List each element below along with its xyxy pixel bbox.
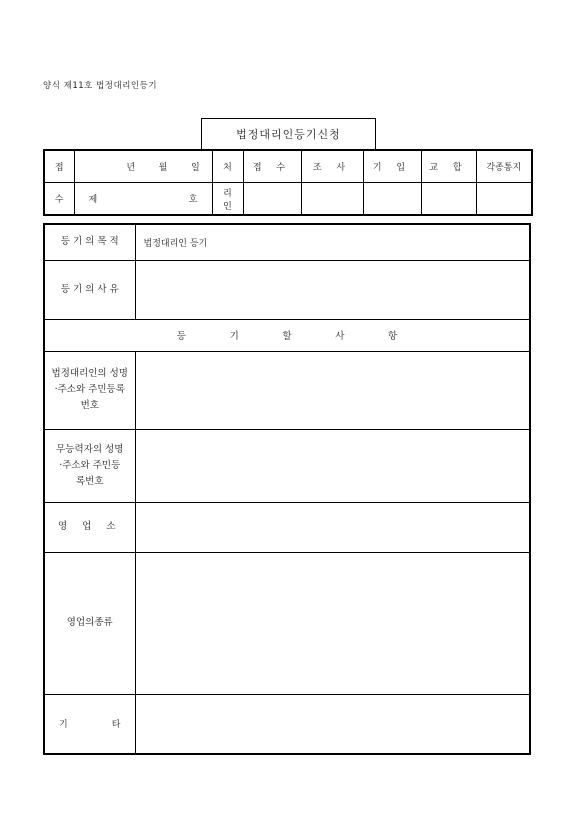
receipt-date-cell[interactable]: [74, 150, 212, 183]
col-verify: 교 합: [421, 150, 476, 183]
receipt-label-bottom: 수: [44, 183, 74, 216]
verify-stamp-cell[interactable]: [421, 183, 476, 216]
incapacitated-label: 무능력자의 성명·주소와 주민등록번호: [44, 429, 135, 502]
col-receipt: 접 수: [243, 150, 301, 183]
business-type-label: 영업의종류: [44, 552, 135, 694]
entry-stamp-cell[interactable]: [363, 183, 421, 216]
process-label-bottom: 리 인: [212, 183, 243, 216]
col-entry: 기 입: [363, 150, 421, 183]
business-type-field[interactable]: [135, 552, 530, 694]
section-header: 등 기 할 사 항: [44, 319, 530, 351]
form-code: 양식 제11호 법정대리인등기: [43, 81, 158, 91]
incapacitated-field[interactable]: [135, 429, 530, 502]
purpose-value[interactable]: 법정대리인 등기: [135, 224, 530, 260]
office-field[interactable]: [135, 502, 530, 552]
receipt-number-cell[interactable]: [74, 183, 212, 216]
number-suffix: 호: [188, 195, 198, 205]
col-notice: 각종통지: [476, 150, 532, 183]
agent-label: 법정대리인의 성명·주소와 주민등록번호: [44, 351, 135, 429]
col-review: 조 사: [301, 150, 363, 183]
month-label: 월: [158, 163, 168, 173]
agent-field[interactable]: [135, 351, 530, 429]
registration-table: [43, 223, 531, 755]
purpose-label: 등 기 의 목 적: [44, 224, 135, 260]
receipt-table: [43, 149, 533, 216]
year-label: 년: [126, 163, 136, 173]
receipt-label-top: 접: [44, 150, 74, 183]
receipt-stamp-cell[interactable]: [243, 183, 301, 216]
number-prefix: 제: [88, 195, 98, 205]
form-title: 법정대리인등기신청: [201, 118, 376, 149]
other-field[interactable]: [135, 694, 530, 754]
office-label: 영 업 소: [44, 502, 135, 552]
cause-field[interactable]: [135, 260, 530, 319]
day-label: 일: [190, 163, 200, 173]
review-stamp-cell[interactable]: [301, 183, 363, 216]
cause-label: 등 기 의 사 유: [44, 260, 135, 319]
process-label-top: 처: [212, 150, 243, 183]
notice-stamp-cell[interactable]: [476, 183, 532, 216]
other-label: 기 타: [44, 694, 135, 754]
